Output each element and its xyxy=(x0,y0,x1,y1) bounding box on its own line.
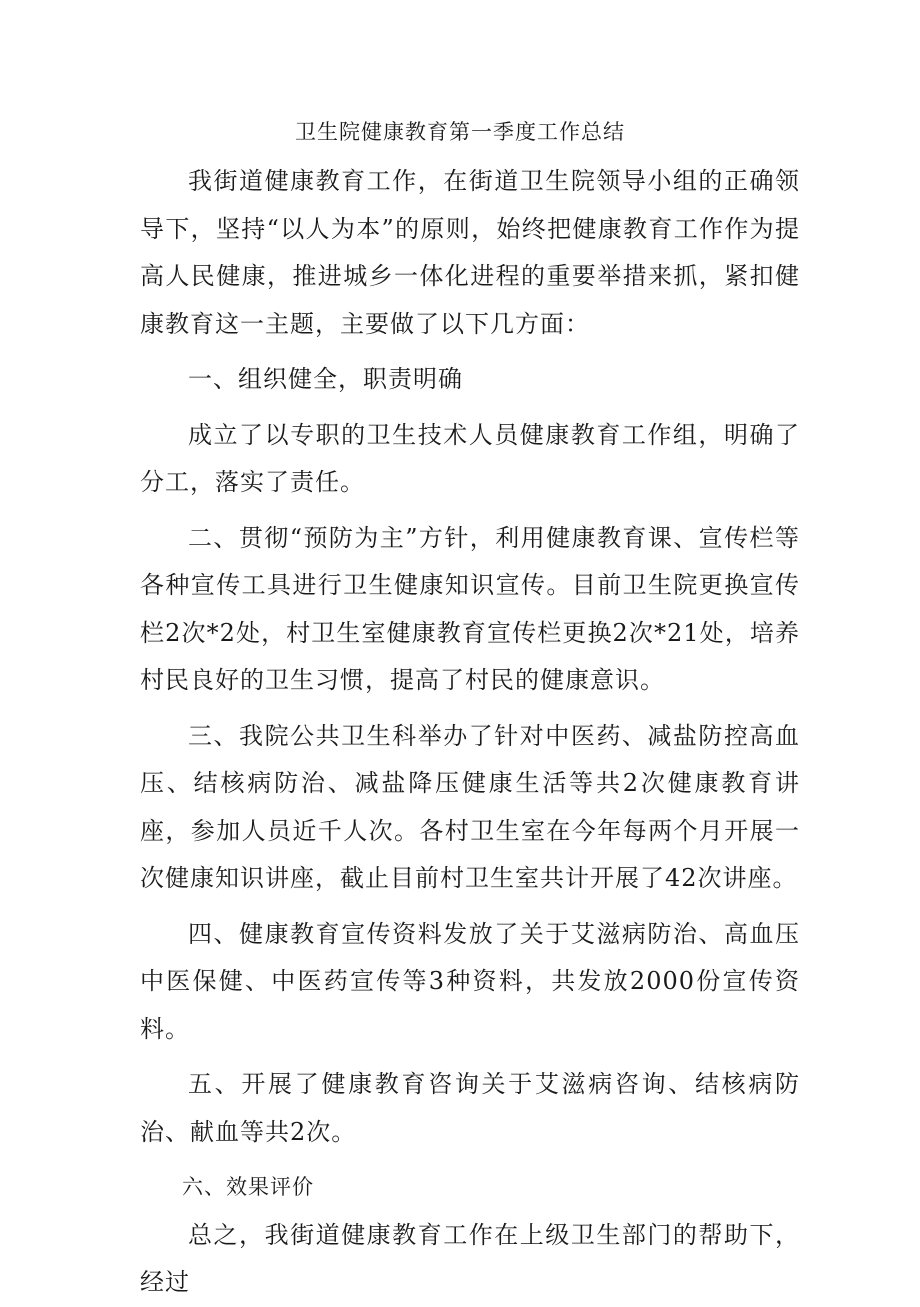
document-body xyxy=(140,158,800,1307)
section-paragraph-3: 三、我院公共卫生科举办了针对中医药、减盐防控高血压、结核病防治、减盐降压健康生活等共2次健康教育讲座，参加人员近千人次。各村卫生室在今年每两个月开展一次健康知识讲座，截止目前村卫生室共计开展了42次讲座。 xyxy=(140,721,800,892)
section-paragraph-5: 五、开展了健康教育咨询关于艾滋病咨询、结核病防治、献血等共2次。 xyxy=(140,1070,800,1146)
intro-paragraph: 我街道健康教育工作，在街道卫生院领导小组的正确领导下，坚持“以人为本”的原则，始终把健康教育工作作为提高人民健康，推进城乡一体化进程的重要举措来抓，紧扣健康教育这一主题，主要做了以下几方面： xyxy=(140,167,800,338)
section-heading-1: 一、组织健全，职责明确 xyxy=(188,365,463,393)
section-paragraph-4: 四、健康教育宣传资料发放了关于艾滋病防治、高血压中医保健、中医药宣传等3种资料，共发放2000份宣传资料。 xyxy=(140,919,800,1043)
conclusion-paragraph: 总之，我街道健康教育工作在上级卫生部门的帮助下，经过 xyxy=(140,1220,800,1296)
section-paragraph-2: 二、贯彻“预防为主”方针，利用健康教育课、宣传栏等各种宣传工具进行卫生健康知识宣传。目前卫生院更换宣传栏2次*2处，村卫生室健康教育宣传栏更换2次*21处，培养村民良好的卫生习惯，提高了村民的健康意识。 xyxy=(140,523,800,694)
document-title: 卫生院健康教育第一季度工作总结 xyxy=(295,120,625,144)
section-heading-6: 六、效果评价 xyxy=(182,1175,314,1199)
section-paragraph-1: 成立了以专职的卫生技术人员健康教育工作组，明确了分工，落实了责任。 xyxy=(140,420,800,496)
